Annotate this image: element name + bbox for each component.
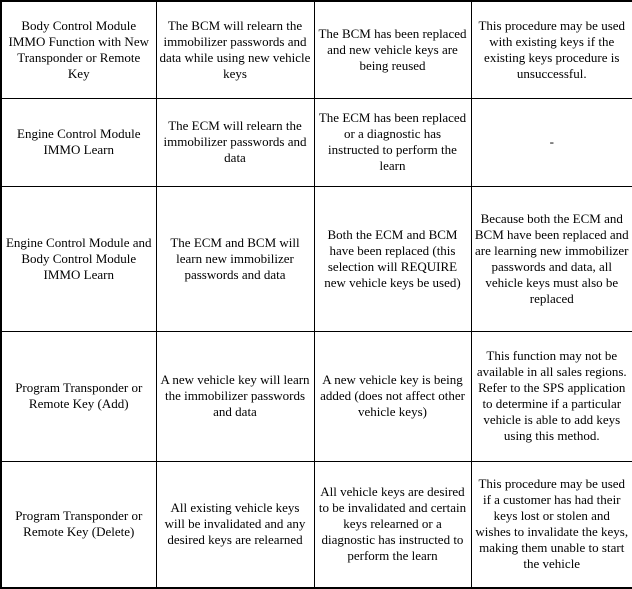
cell-usage-condition: The ECM has been replaced or a diagnostic has instructed to perform the learn — [314, 98, 471, 186]
cell-function-description: A new vehicle key will learn the immobilizer passwords and data — [156, 331, 314, 461]
table-row — [1, 331, 632, 461]
cell-function-name: Program Transponder or Remote Key (Delete) — [1, 461, 156, 588]
cell-note: This function may not be available in all sales regions. Refer to the SPS application to determine if a particular vehicle is able to add keys using this method. — [471, 331, 632, 461]
table-row — [1, 461, 632, 588]
cell-function-description: The ECM and BCM will learn new immobilizer passwords and data — [156, 186, 314, 331]
table-row — [1, 1, 632, 98]
cell-note: This procedure may be used with existing keys if the existing keys procedure is unsuccessful. — [471, 1, 632, 98]
cell-function-name: Engine Control Module and Body Control Module IMMO Learn — [1, 186, 156, 331]
cell-function-description: All existing vehicle keys will be invalidated and any desired keys are relearned — [156, 461, 314, 588]
cell-function-name: Engine Control Module IMMO Learn — [1, 98, 156, 186]
cell-note: - — [471, 98, 632, 186]
cell-function-description: The ECM will relearn the immobilizer passwords and data — [156, 98, 314, 186]
cell-note: Because both the ECM and BCM have been replaced and are learning new immobilizer passwords and data, all vehicle keys must also be replaced — [471, 186, 632, 331]
cell-usage-condition: Both the ECM and BCM have been replaced (this selection will REQUIRE new vehicle keys be used) — [314, 186, 471, 331]
cell-usage-condition: A new vehicle key is being added (does not affect other vehicle keys) — [314, 331, 471, 461]
cell-usage-condition: The BCM has been replaced and new vehicle keys are being reused — [314, 1, 471, 98]
cell-function-name: Program Transponder or Remote Key (Add) — [1, 331, 156, 461]
cell-note: This procedure may be used if a customer has had their keys lost or stolen and wishes to invalidate the keys, making them unable to start the vehicle — [471, 461, 632, 588]
cell-function-description: The BCM will relearn the immobilizer passwords and data while using new vehicle keys — [156, 1, 314, 98]
table-row — [1, 98, 632, 186]
table-row — [1, 186, 632, 331]
cell-function-name: Body Control Module IMMO Function with New Transponder or Remote Key — [1, 1, 156, 98]
cell-usage-condition: All vehicle keys are desired to be invalidated and certain keys relearned or a diagnostic has instructed to perform the learn — [314, 461, 471, 588]
